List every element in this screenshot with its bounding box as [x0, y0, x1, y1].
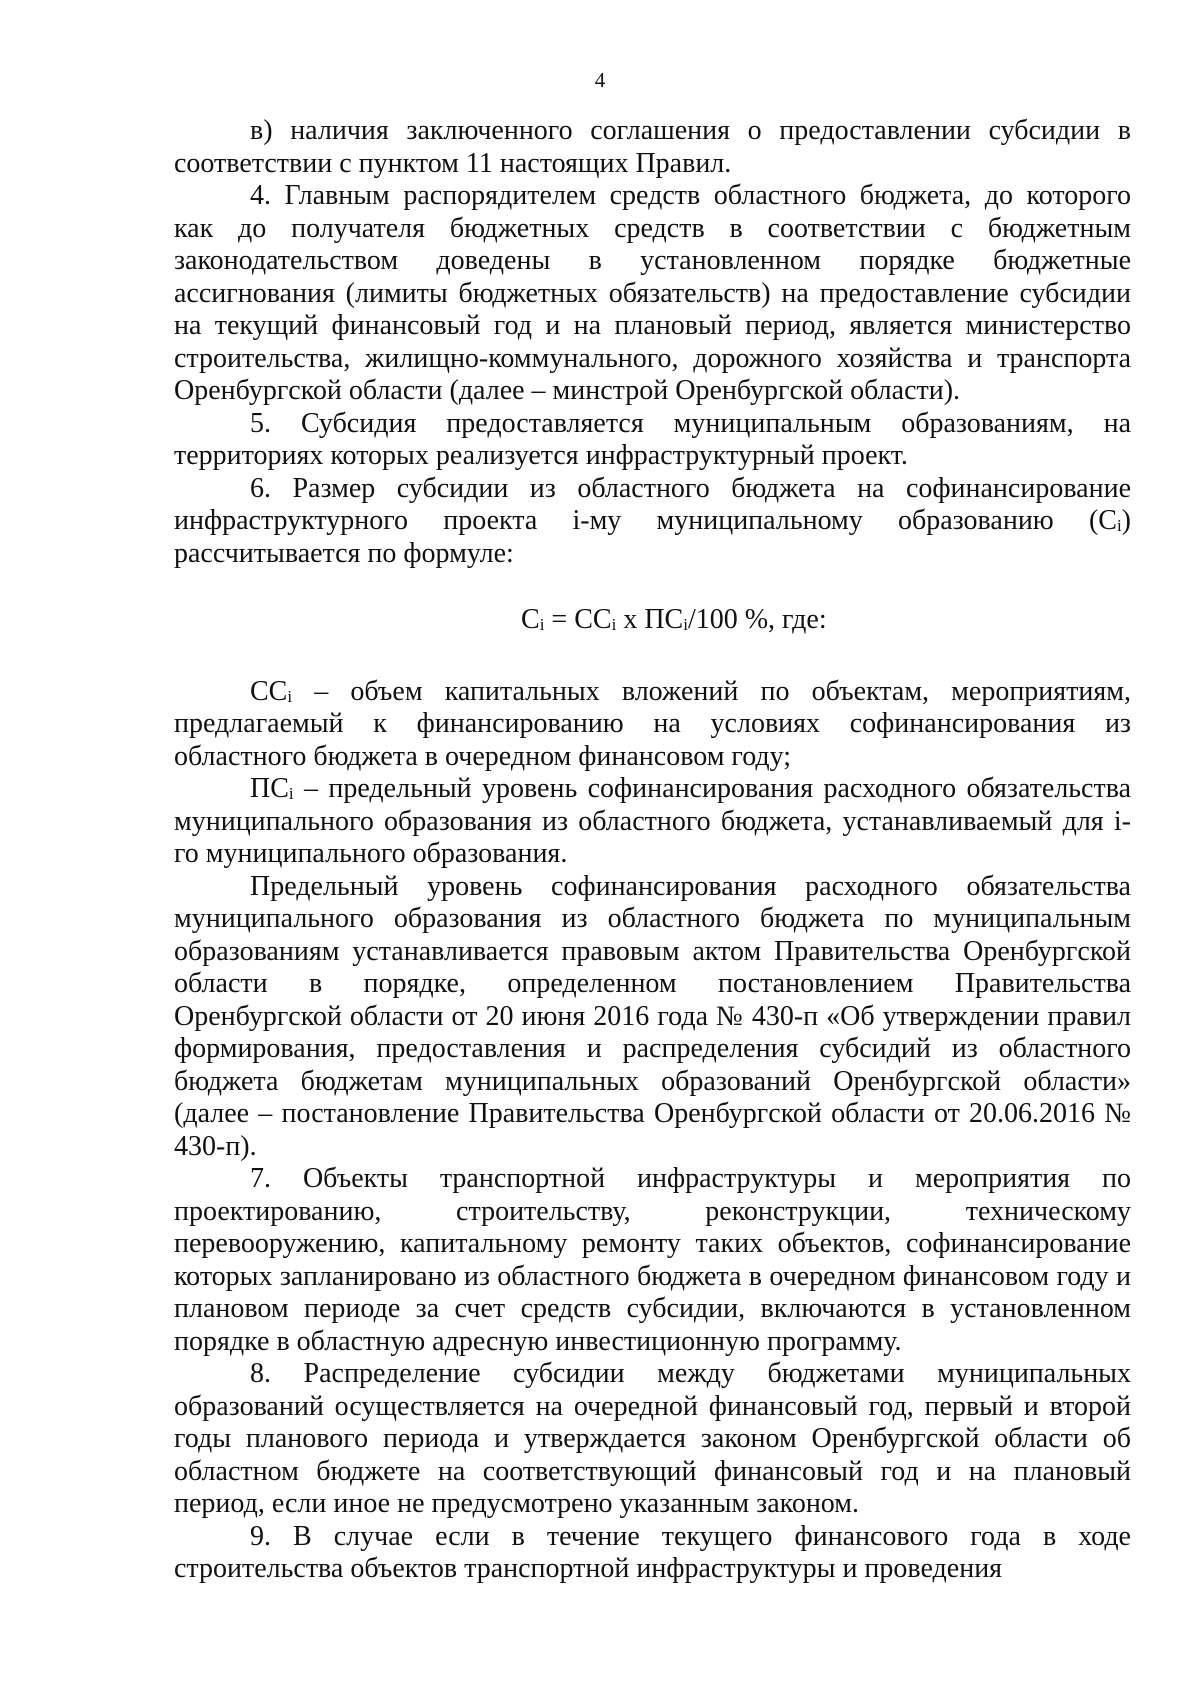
paragraph-9: 9. В случае если в течение текущего финансового года в ходе строительства объектов транспортной инфраструктуры и проведения	[174, 1520, 1131, 1584]
paragraph-5: 5. Субсидия предоставляется муниципальным образованиям, на территориях которых реализуется инфраструктурный проект.	[174, 407, 1131, 471]
paragraph-3v: в) наличия заключенного соглашения о предоставлении субсидии в соответствии с пунктом 11 настоящих Правил.	[174, 115, 1131, 179]
definition-cc	[174, 676, 1131, 774]
definition-ps-symbol: ПС	[250, 773, 289, 804]
definition-cc-text: – объем капитальных вложений по объектам, мероприятиям, предлагаемый к финансированию на условиях софинансирования из областного бюджета в очередном финансовом году;	[174, 675, 1131, 772]
definition-cc-subscript: і	[287, 686, 293, 706]
formula-part-4: /100 %, где:	[687, 604, 827, 635]
page-number: 4	[594, 68, 606, 92]
paragraph-6	[174, 473, 1131, 571]
paragraph-limit-level: Предельный уровень софинансирования расходного обязательства муниципального образования из областного бюджета по муниципальным образованиям устанавливается правовым актом Правительства Оренбургской области в порядке, определенном постановлением Правительства Оренбургской области от 20 июня 2016 года № 430-п «Об утверждении правил формирования, предоставления и распределения субсидий из областного бюджета бюджетам муниципальных образований Оренбургской области» (далее – постановление Правительства Оренбургской области от 20.06.2016 № 430-п).	[174, 870, 1131, 1162]
paragraph-8: 8. Распределение субсидии между бюджетами муниципальных образований осуществляется на очередной финансовый год, первый и второй годы планового периода и утверждается законом Оренбургской области об областном бюджете на соответствующий финансовый год и на плановый период, если иное не предусмотрено указанным законом.	[174, 1358, 1131, 1519]
paragraph-6-subscript: і	[1116, 516, 1122, 535]
definition-ps	[174, 773, 1131, 871]
formula-sub-1: і	[539, 615, 545, 634]
paragraph-7: 7. Объекты транспортной инфраструктуры и мероприятия по проектированию, строительству, реконструкции, техническому перевооружению, капитальному ремонту таких объектов, софинансирование которых запланировано из областного бюджета в очередном финансовом году и плановом периоде за счет средств субсидии, включаются в установленном порядке в областную адресную инвестиционную программу.	[174, 1163, 1131, 1357]
definition-cc-symbol: СС	[250, 675, 288, 707]
formula-part-1: С	[521, 604, 540, 635]
paragraph-6-text-a: 6. Размер субсидии из областного бюджета на софинансирование инфраструктурного проекта і-му муниципальному образованию (С	[174, 472, 1131, 536]
document-body	[174, 115, 1131, 1586]
formula-part-2: = СС	[544, 604, 612, 635]
definition-ps-text: – предельный уровень софинансирования расходного обязательства муниципального образования из областного бюджета, устанавливаемый для і-го муниципального образования.	[174, 773, 1131, 869]
formula-sub-3: і	[683, 615, 688, 634]
formula-sub-2: і	[611, 615, 617, 634]
paragraph-4: 4. Главным распорядителем средств областного бюджета, до которого как до получателя бюджетных средств в соответствии с бюджетным законодательством доведены в установленном порядке бюджетные ассигнования (лимиты бюджетных обязательств) на предоставление субсидии на текущий финансовый год и на плановый период, является министерство строительства, жилищно-коммунального, дорожного хозяйства и транспорта Оренбургской области (далее – минстрой Оренбургской области).	[174, 180, 1131, 406]
formula-part-3: х ПС	[616, 604, 684, 635]
paragraph-6-text-b: ) рассчитывается по формуле:	[174, 505, 1131, 569]
subsidy-formula	[174, 604, 1131, 637]
definition-ps-subscript: і	[288, 784, 294, 803]
